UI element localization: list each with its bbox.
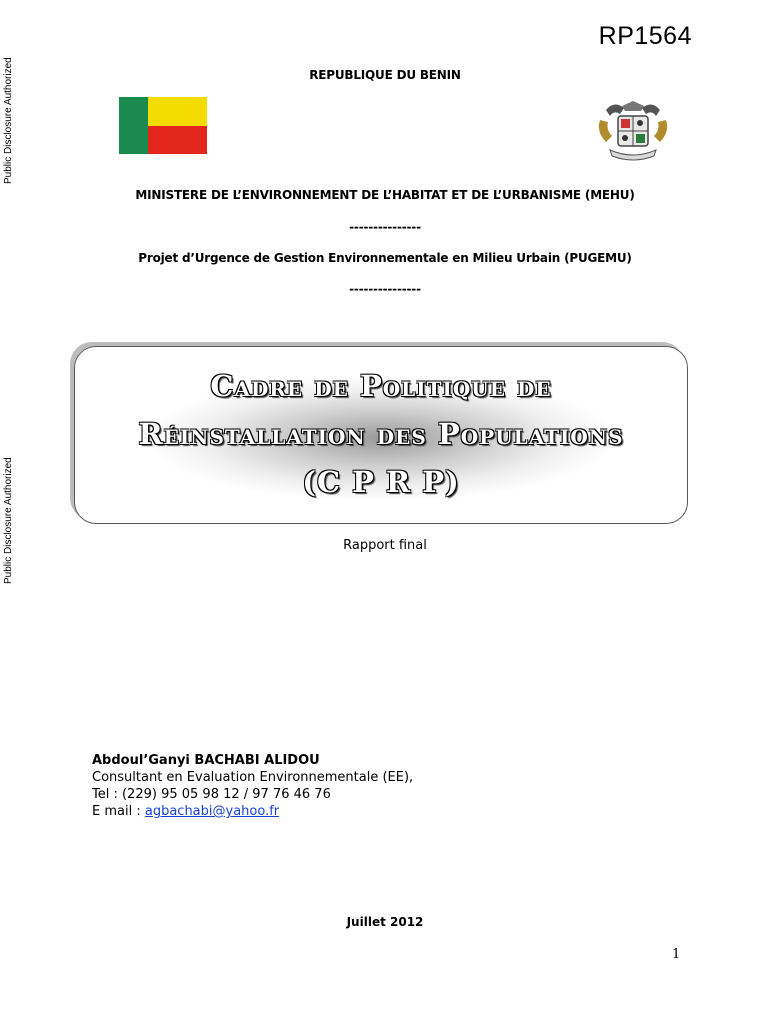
- benin-coat-of-arms-icon: [596, 100, 670, 166]
- disclosure-label-middle: Public Disclosure Authorized: [3, 457, 14, 584]
- author-role: Consultant en Evaluation Environnementale (EE),: [92, 770, 414, 785]
- title-line-1: Cadre de Politique de: [210, 369, 552, 403]
- title-line-2: Réinstallation des Populations: [138, 417, 624, 451]
- report-status: Rapport final: [343, 538, 427, 553]
- flag-green-band: [119, 97, 148, 154]
- author-email-row: [92, 803, 413, 820]
- country-heading: REPUBLIQUE DU BENIN: [309, 68, 461, 82]
- author-name: Abdoul’Ganyi BACHABI ALIDOU: [92, 753, 320, 768]
- benin-flag: [119, 97, 207, 154]
- flag-yellow-band: [148, 97, 207, 126]
- title-box: [74, 346, 688, 524]
- email-link[interactable]: agbachabi@yahoo.fr: [144, 804, 280, 819]
- report-id: RP1564: [598, 22, 692, 50]
- author-phone: Tel : (229) 95 05 98 12 / 97 76 46 76: [92, 787, 331, 802]
- separator-1: ---------------: [349, 220, 421, 234]
- title-line-3: (C P R P): [302, 465, 460, 499]
- page-number: 1: [672, 947, 681, 962]
- flag-red-band: [148, 126, 207, 154]
- ministry-line: MINISTERE DE L’ENVIRONNEMENT DE L’HABITAT ET DE L’URBANISME (MEHU): [135, 188, 635, 202]
- disclosure-label-top: Public Disclosure Authorized: [3, 57, 14, 184]
- author-block: [92, 752, 413, 820]
- report-date: Juillet 2012: [346, 915, 424, 929]
- separator-2: ---------------: [349, 282, 421, 296]
- project-line: Projet d’Urgence de Gestion Environnementale en Milieu Urbain (PUGEMU): [138, 251, 632, 265]
- email-label: E mail :: [92, 804, 145, 819]
